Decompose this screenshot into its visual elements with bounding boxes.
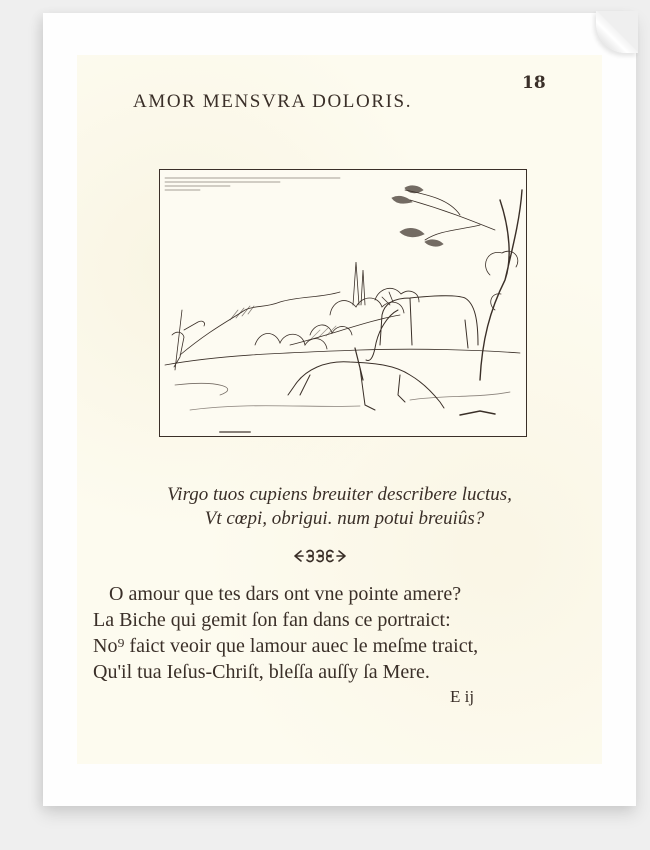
- french-line-2: La Biche qui gemit ſon fan dans ce portraict:: [93, 609, 451, 631]
- page-number: 18: [522, 73, 546, 93]
- print-frame: [43, 13, 636, 806]
- running-title: AMOR MENSVRA DOLORIS.: [133, 91, 413, 112]
- french-line-3: No⁹ faict veoir que lamour auec le meſme traict,: [93, 635, 479, 657]
- latin-line-1: Virgo tuos cupiens breuiter describere luctus,: [167, 484, 512, 505]
- french-quatrain: [93, 581, 478, 685]
- engraving-illustration: [159, 169, 527, 437]
- engraving-landscape-icon: [160, 170, 526, 436]
- signature-mark: E ij: [450, 687, 475, 706]
- french-line-1: O amour que tes dars ont vne pointe amere?: [109, 583, 462, 605]
- book-page: [77, 55, 602, 764]
- page-curl-corner: [596, 11, 638, 53]
- french-line-4: Qu'il tua Ieſus-Chriſt, bleſſa auſſy ſa Mere.: [93, 661, 430, 683]
- fleuron-ornament-icon: [293, 546, 347, 566]
- latin-epigram: [77, 483, 602, 531]
- latin-line-2: Vt cœpi, obrigui. num potui breuiûs?: [204, 508, 485, 529]
